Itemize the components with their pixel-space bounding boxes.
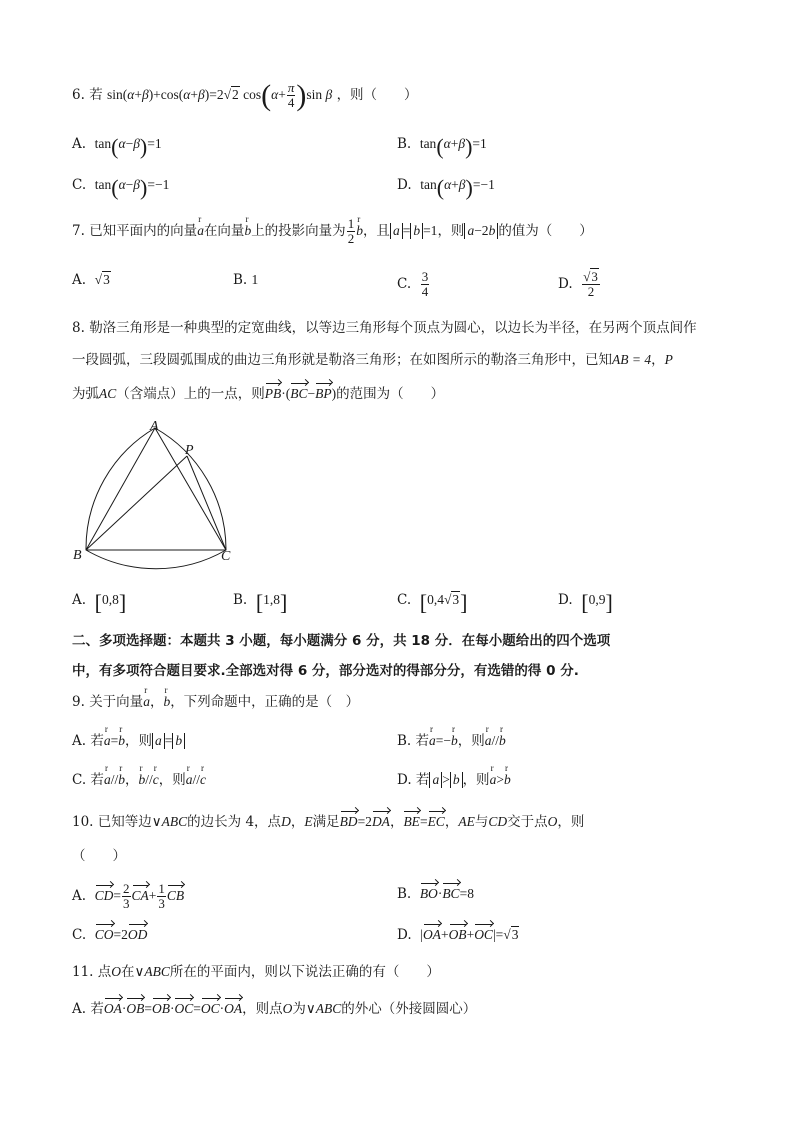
- label-p: P: [185, 443, 194, 458]
- label-c: C: [221, 549, 231, 564]
- q8-option-b[interactable]: B. [1,8]: [233, 590, 288, 615]
- q9-stem: 9. 关于向量a r，b r，下列命题中，正确的是（ ）: [72, 692, 359, 712]
- q11-stem: 11. 点O在∨ABC所在的平面内，则以下说法正确的有（ ）: [72, 964, 440, 980]
- q6-option-b[interactable]: B. tan(α+β)=1: [397, 134, 487, 159]
- q7-option-c[interactable]: C. $\frac{3}{4}$: [397, 269, 429, 299]
- q9-option-c[interactable]: C. 若a r//b r，b r//c r，则a r//c r: [72, 770, 206, 790]
- q8-option-d[interactable]: D. [0,9]: [558, 590, 613, 615]
- q10-option-b[interactable]: B. BO·BC=8: [397, 886, 474, 902]
- q7-option-b[interactable]: B. 1: [233, 272, 259, 288]
- q8-option-a[interactable]: A. [0,8]: [72, 590, 127, 615]
- q10-option-a[interactable]: A. CD= $\frac{2}{3}$ CA+ $\frac{1}{3}$ CB: [72, 881, 185, 911]
- q9-option-d[interactable]: D. 若 a > b ，则a r>b r: [397, 770, 511, 790]
- q8-stem-line2: 一段圆弧，三段圆弧围成的曲边三角形就是勒洛三角形；在如图所示的勒洛三角形中，已知AB = 4，P: [72, 352, 673, 368]
- q6-option-d[interactable]: D. tan(α+β)=−1: [397, 175, 495, 200]
- q6-stem: 6. 若 sin(α+β)+cos(α+β)=2√2 cos(α+ $\frac{\pi}{4}$ )sin β ，则（ ）: [72, 79, 418, 112]
- segment-ab: [86, 428, 155, 550]
- q10-option-c[interactable]: C. CO=2OD: [72, 927, 148, 943]
- q9-option-a[interactable]: A. 若a r=b r，则 a = b: [72, 731, 185, 751]
- q7-option-a[interactable]: A. √3: [72, 272, 110, 288]
- section-heading-line1: 二、多项选择题：本题共 3 小题，每小题满分 6 分，共 18 分．在每小题给出的四个选项: [72, 633, 611, 649]
- q7-option-d[interactable]: D. $\frac{√3}{2}$: [558, 269, 598, 299]
- q9-option-b[interactable]: B. 若a r=−b r，则a r//b r: [397, 731, 506, 751]
- q10-stem: 10. 已知等边∨ABC的边长为 4，点D，E满足BD=2DA，BE=EC，AE与CD交于点O，则: [72, 814, 585, 830]
- q10-option-d[interactable]: D. |OA+OB+OC|=√3: [397, 927, 519, 943]
- q7-stem: 7. 已知平面内的向量a r在向量b r上的投影向量为 $\frac{1}{2}$ b r，且 a = b =1，则 a−2b 的值为（ ）: [72, 217, 593, 246]
- q8-stem-line1: 8. 勒洛三角形是一种典型的定宽曲线，以等边三角形每个顶点为圆心，以边长为半径，在另两个顶点间作: [72, 320, 697, 336]
- q8-option-c[interactable]: C. [0,4√3]: [397, 590, 468, 615]
- q10-stem-line2: （ ）: [72, 848, 126, 864]
- segment-bp: [86, 456, 187, 550]
- label-a: A: [150, 419, 159, 434]
- q6-option-a[interactable]: A. tan(α−β)=1: [72, 134, 162, 159]
- q11-option-a[interactable]: A. 若OA·OB=OB·OC=OC·OA，则点O为∨ABC的外心（外接圆圆心）: [72, 1001, 477, 1017]
- q8-stem-line3: 为弧AC（含端点）上的一点，则PB·(BC−BP)的范围为（ ）: [72, 386, 445, 402]
- segment-pc: [187, 456, 226, 550]
- q6-option-c[interactable]: C. tan(α−β)=−1: [72, 175, 170, 200]
- label-b: B: [73, 548, 82, 563]
- reuleaux-triangle-figure: [70, 418, 260, 578]
- section-heading-line2: 中，有多项符合题目要求.全部选对得 6 分，部分选对的得部分分，有选错的得 0 分.: [72, 663, 579, 679]
